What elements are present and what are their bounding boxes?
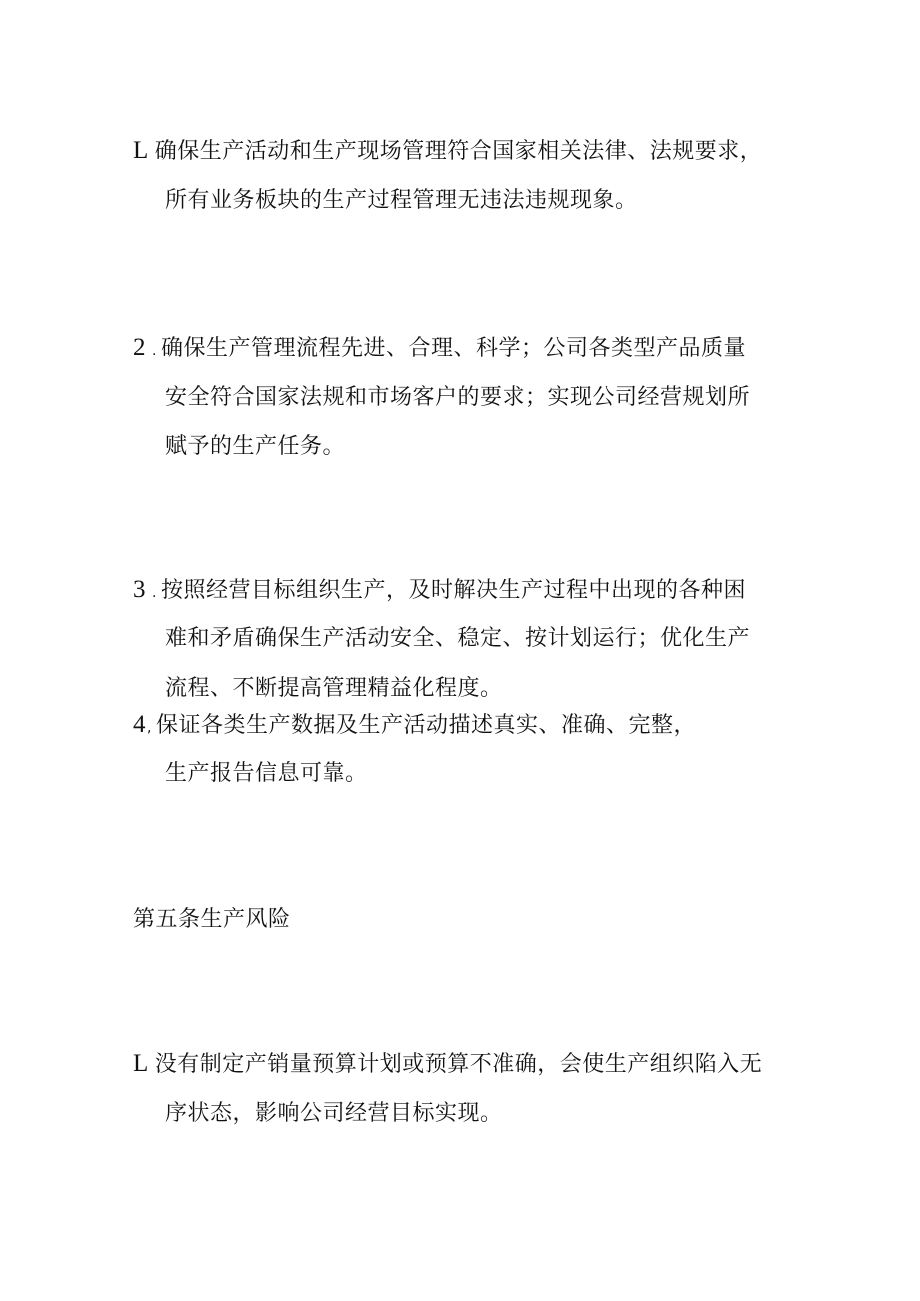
risk-item-1-line-2 <box>165 1099 503 1129</box>
item-4-text-1: 保证各类生产数据及生产活动描述真实、准确、完整， <box>155 713 696 738</box>
item-4-line-1 <box>133 710 696 743</box>
item-3-line-1 <box>133 575 746 608</box>
item-3-text-2: 难和矛盾确保生产活动安全、稳定、按计划运行；优化生产 <box>165 626 751 651</box>
item-2-text-3: 赋予的生产任务。 <box>165 434 346 459</box>
item-4-line-2 <box>165 759 368 789</box>
item-2-text-1: 确保生产管理流程先进、合理、科学；公司各类型产品质量 <box>160 336 746 361</box>
item-1-line-2 <box>165 186 638 216</box>
item-2-text-2: 安全符合国家法规和市场客户的要求；实现公司经营规划所 <box>165 385 751 410</box>
item-3-marker: 3 <box>133 576 146 603</box>
section-heading: 第五条生产风险 <box>133 907 291 932</box>
item-2-line-3 <box>165 432 345 462</box>
item-3-line-3 <box>165 674 503 704</box>
item-1-text-2: 所有业务板块的生产过程管理无违法违规现象。 <box>165 188 638 213</box>
risk-item-1-text-2: 序状态，影响公司经营目标实现。 <box>165 1101 503 1126</box>
item-1-text-1: 确保生产活动和生产现场管理符合国家相关法律、法规要求， <box>154 139 763 164</box>
item-4-text-2: 生产报告信息可靠。 <box>165 761 368 786</box>
risk-item-1-line-1 <box>133 1049 762 1080</box>
item-4-separator: , <box>147 720 152 736</box>
item-2-separator: . <box>152 343 157 359</box>
risk-item-1-marker: L <box>133 1050 149 1077</box>
item-3-text-1: 按照经营目标组织生产，及时解决生产过程中出现的各种困 <box>160 578 746 603</box>
item-3-line-2 <box>165 624 750 654</box>
item-2-marker: 2 <box>133 334 146 361</box>
item-2-line-1 <box>133 333 746 366</box>
risk-item-1-text-1: 没有制定产销量预算计划或预算不准确，会使生产组织陷入无 <box>154 1052 763 1077</box>
item-3-separator: . <box>152 585 157 601</box>
item-1-line-1 <box>133 136 762 167</box>
item-3-text-3: 流程、不断提高管理精益化程度。 <box>165 676 503 701</box>
item-4-marker: 4 <box>133 711 146 738</box>
item-2-line-2 <box>165 383 750 413</box>
item-1-marker: L <box>133 137 149 164</box>
